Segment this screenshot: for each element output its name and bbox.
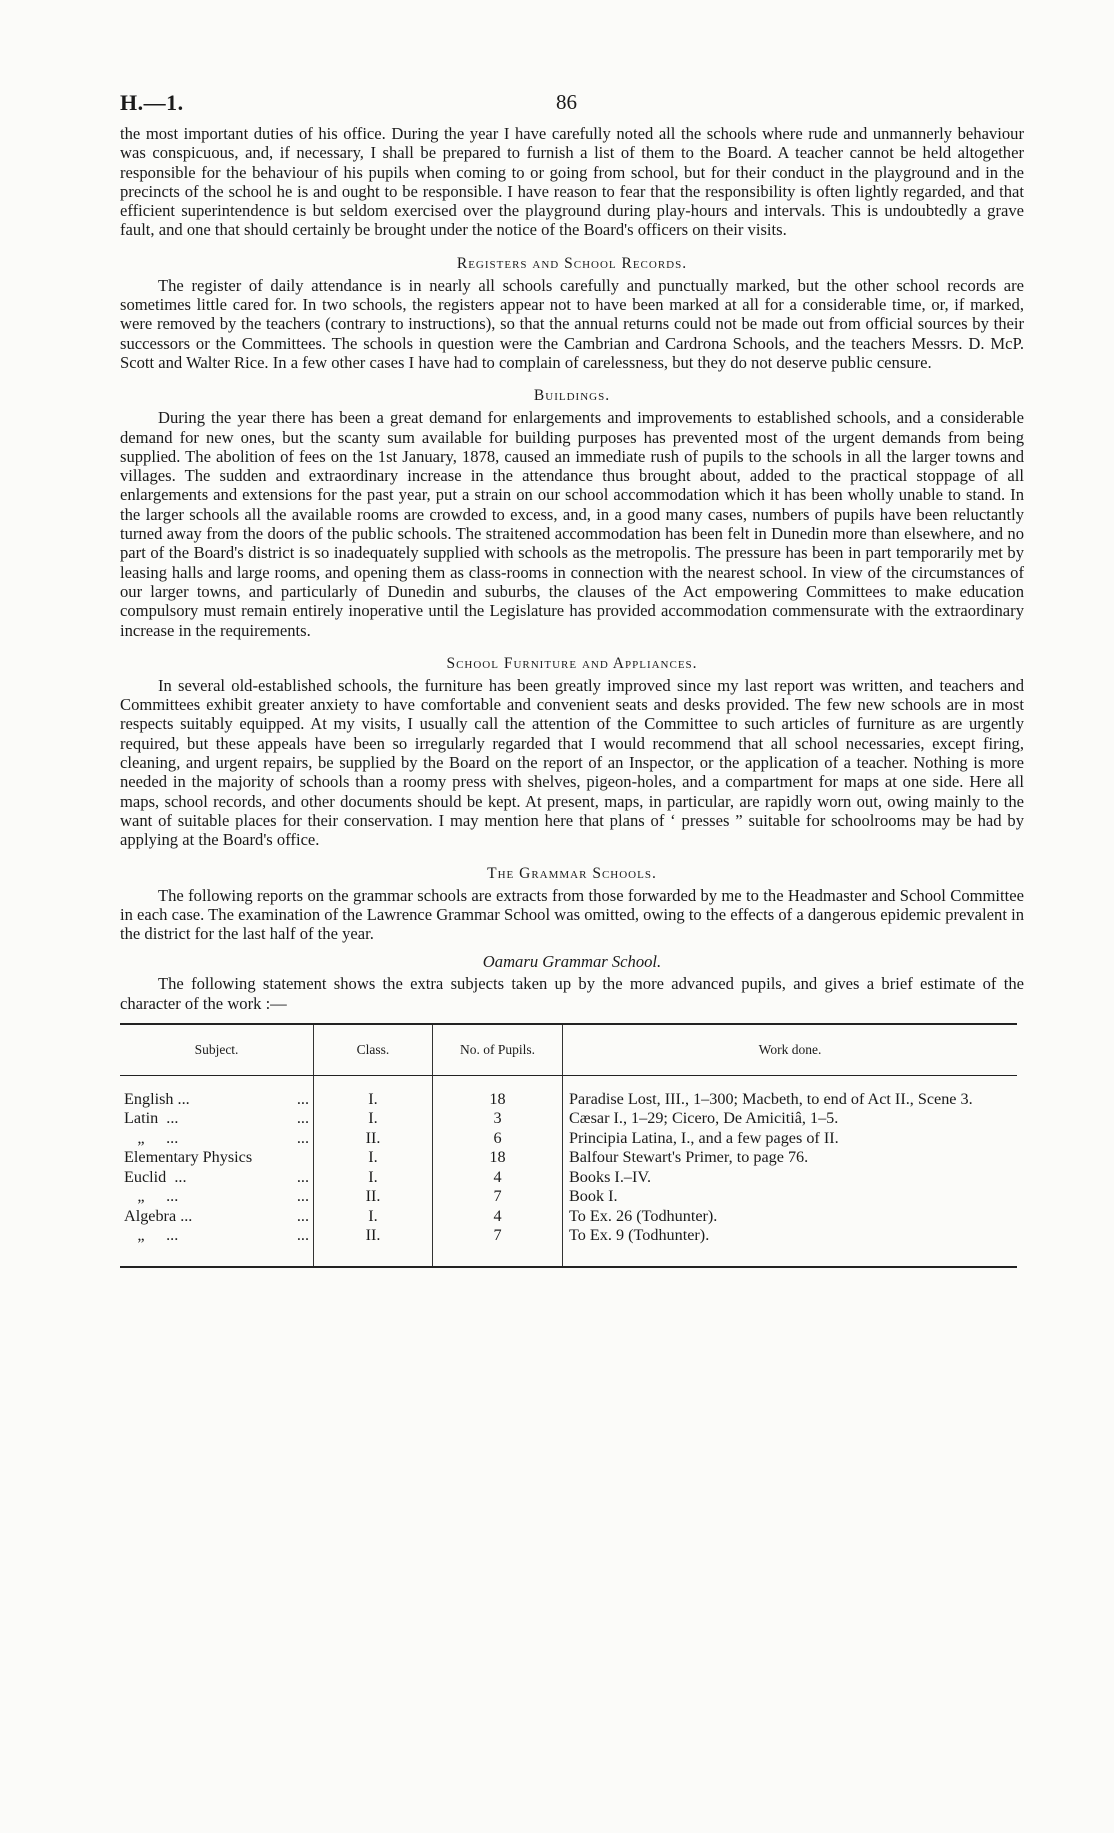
work-cell: Paradise Lost, III., 1–300; Macbeth, to end of Act II., Scene 3. [563, 1075, 1018, 1109]
intro-paragraph: the most important duties of his office. During the year I have carefully noted all the schools where rude and unmannerly behaviour was conspicuous, and, if necessary, I shall be prepared to furnish a list of them to the Board. A teacher cannot be held altogether responsible for the behaviour of his pupils when coming to or going from school, but for their conduct in the playground and in the precincts of the school he is and ought to be responsible. I have reason to fear that the responsibility is often lightly regarded, and that efficient superintendence is but seldom exercised over the playground during play-hours and intervals. This is undoubtedly a grave fault, and one that should certainly be brought under the notice of the Board's officers on their visits. [120, 124, 1024, 240]
work-cell: Balfour Stewart's Primer, to page 76. [563, 1148, 1018, 1168]
page-header [120, 82, 1024, 124]
buildings-paragraph: During the year there has been a great demand for enlargements and improvements to established schools, and a considerable demand for new ones, but the scanty sum available for building purposes has prevented most of the urgent demands from being supplied. The abolition of fees on the 1st January, 1878, caused an immediate rush of pupils to the schools in all the larger towns and villages. The sudden and extraordinary increase in the attendance thus brought about, added to the practical stoppage of all enlargements and extensions for the past year, put a strain on our school accommodation which it has been wholly unable to stand. In the larger schools all the available rooms are crowded to excess, and, in a good many cases, numbers of pupils have been reluctantly turned away from the doors of the public schools. The straitened accommodation has been felt in Dunedin more than elsewhere, and no part of the Board's district is so inadequately supplied with schools as the metropolis. The pressure has been in part temporarily met by leasing halls and large rooms, and opening them as class-rooms in connection with the nearest school. In view of the circumstances of our larger towns, and particularly of Dunedin and suburbs, the clauses of the Act empowering Committees to make education compulsory must remain entirely inoperative until the Legislature has provided accommodation commensurate with the extraordinary increase in the requirements. [120, 408, 1024, 640]
work-cell: Principia Latina, I., and a few pages of II. [563, 1129, 1018, 1149]
class-cell: I. [314, 1109, 433, 1129]
pupils-cell: 18 [433, 1075, 563, 1109]
pupils-cell: 3 [433, 1109, 563, 1129]
table-row [120, 1129, 1017, 1149]
header-class: Class. [314, 1024, 433, 1076]
class-cell: I. [314, 1075, 433, 1109]
subject-cell: Euclid ... ... [124, 1167, 309, 1186]
table-row [120, 1168, 1017, 1188]
table-row [120, 1109, 1017, 1129]
table-row [120, 1226, 1017, 1267]
table-row [120, 1207, 1017, 1227]
subject-cell: „ ... ... [137, 1128, 309, 1147]
pupils-cell: 7 [433, 1226, 563, 1267]
work-cell: Books I.–IV. [563, 1168, 1018, 1188]
section-heading-grammar-schools: The Grammar Schools. [487, 864, 657, 882]
work-cell: To Ex. 26 (Todhunter). [563, 1207, 1018, 1227]
section-heading-furniture: School Furniture and Appliances. [446, 654, 698, 672]
class-cell: II. [314, 1129, 433, 1149]
subject-cell: „ ... ... [137, 1187, 309, 1206]
pupils-cell: 4 [433, 1168, 563, 1188]
work-cell: To Ex. 9 (Todhunter). [563, 1226, 1018, 1267]
subject-cell: English ... ... [124, 1089, 309, 1108]
subject-cell: Latin ... ... [124, 1109, 309, 1128]
work-cell: Book I. [563, 1187, 1018, 1207]
section-heading-registers: Registers and School Records. [456, 254, 688, 272]
pupils-cell: 7 [433, 1187, 563, 1207]
subject-cell: „ ... ... [137, 1226, 309, 1245]
pupils-cell: 6 [433, 1129, 563, 1149]
class-cell: II. [314, 1226, 433, 1267]
subject-cell: Algebra ... ... [124, 1206, 309, 1225]
pupils-cell: 4 [433, 1207, 563, 1227]
class-cell: I. [314, 1207, 433, 1227]
document-reference: H.—1. [120, 90, 184, 115]
class-cell: I. [314, 1168, 433, 1188]
header-work: Work done. [563, 1024, 1018, 1076]
header-subject: Subject. [120, 1024, 314, 1076]
page-number: 86 [556, 90, 577, 114]
table-row [120, 1187, 1017, 1207]
subheading-oamaru: Oamaru Grammar School. [482, 952, 662, 972]
header-pupils: No. of Pupils. [433, 1024, 563, 1076]
statement-paragraph: The following statement shows the extra subjects taken up by the more advanced pupils, and gives a brief estimate of the character of the work :— [120, 974, 1024, 1013]
subject-cell: Elementary Physics [124, 1148, 253, 1167]
class-cell: II. [314, 1187, 433, 1207]
section-heading-buildings: Buildings. [533, 387, 611, 405]
pupils-cell: 18 [433, 1148, 563, 1168]
table-row [120, 1148, 1017, 1168]
work-cell: Cæsar I., 1–29; Cicero, De Amicitiâ, 1–5. [563, 1109, 1018, 1129]
class-cell: I. [314, 1148, 433, 1168]
table-row [120, 1075, 1017, 1109]
table-header-row [120, 1024, 1017, 1076]
registers-paragraph: The register of daily attendance is in nearly all schools carefully and punctually marked, but the other school records are sometimes little cared for. In two schools, the registers appear not to have been marked at all for a considerable time, or, if marked, were removed by the teachers (contrary to instructions), so that the annual returns could not be made out from official sources by their successors or the Committees. The schools in question were the Cambrian and Cardrona Schools, and the teachers Messrs. D. McP. Scott and Walter Rice. In a few other cases I have had to complain of carelessness, but they do not deserve public censure. [120, 275, 1024, 372]
grammar-schools-paragraph: The following reports on the grammar schools are extracts from those forwarded by me to the Headmaster and School Committee in each case. The examination of the Lawrence Grammar School was omitted, owing to the effects of a dangerous epidemic prevalent in the district for the last half of the year. [120, 885, 1024, 944]
subjects-table [120, 1023, 1017, 1268]
furniture-paragraph: In several old-established schools, the furniture has been greatly improved since my last report was written, and teachers and Committees exhibit greater anxiety to have comfortable and convenient seats and desks provided. The few new schools are in most respects suitably equipped. At my visits, I usually call the attention of the Committee to such articles of furniture as are urgently required, but these appeals have been so irregularly regarded that I would recommend that all school necessaries, except firing, cleaning, and urgent repairs, be supplied by the Board on the report of an Inspector, or the application of a teacher. Nothing is more needed in the majority of schools than a roomy press with shelves, pigeon-holes, and a compartment for maps at one side. Here all maps, school records, and other documents should be kept. At present, maps, in particular, are rapidly worn out, owing mainly to the want of suitable places for their conservation. I may mention here that plans of ‘ presses ” suitable for schoolrooms may be had by applying at the Board's office. [120, 675, 1024, 850]
